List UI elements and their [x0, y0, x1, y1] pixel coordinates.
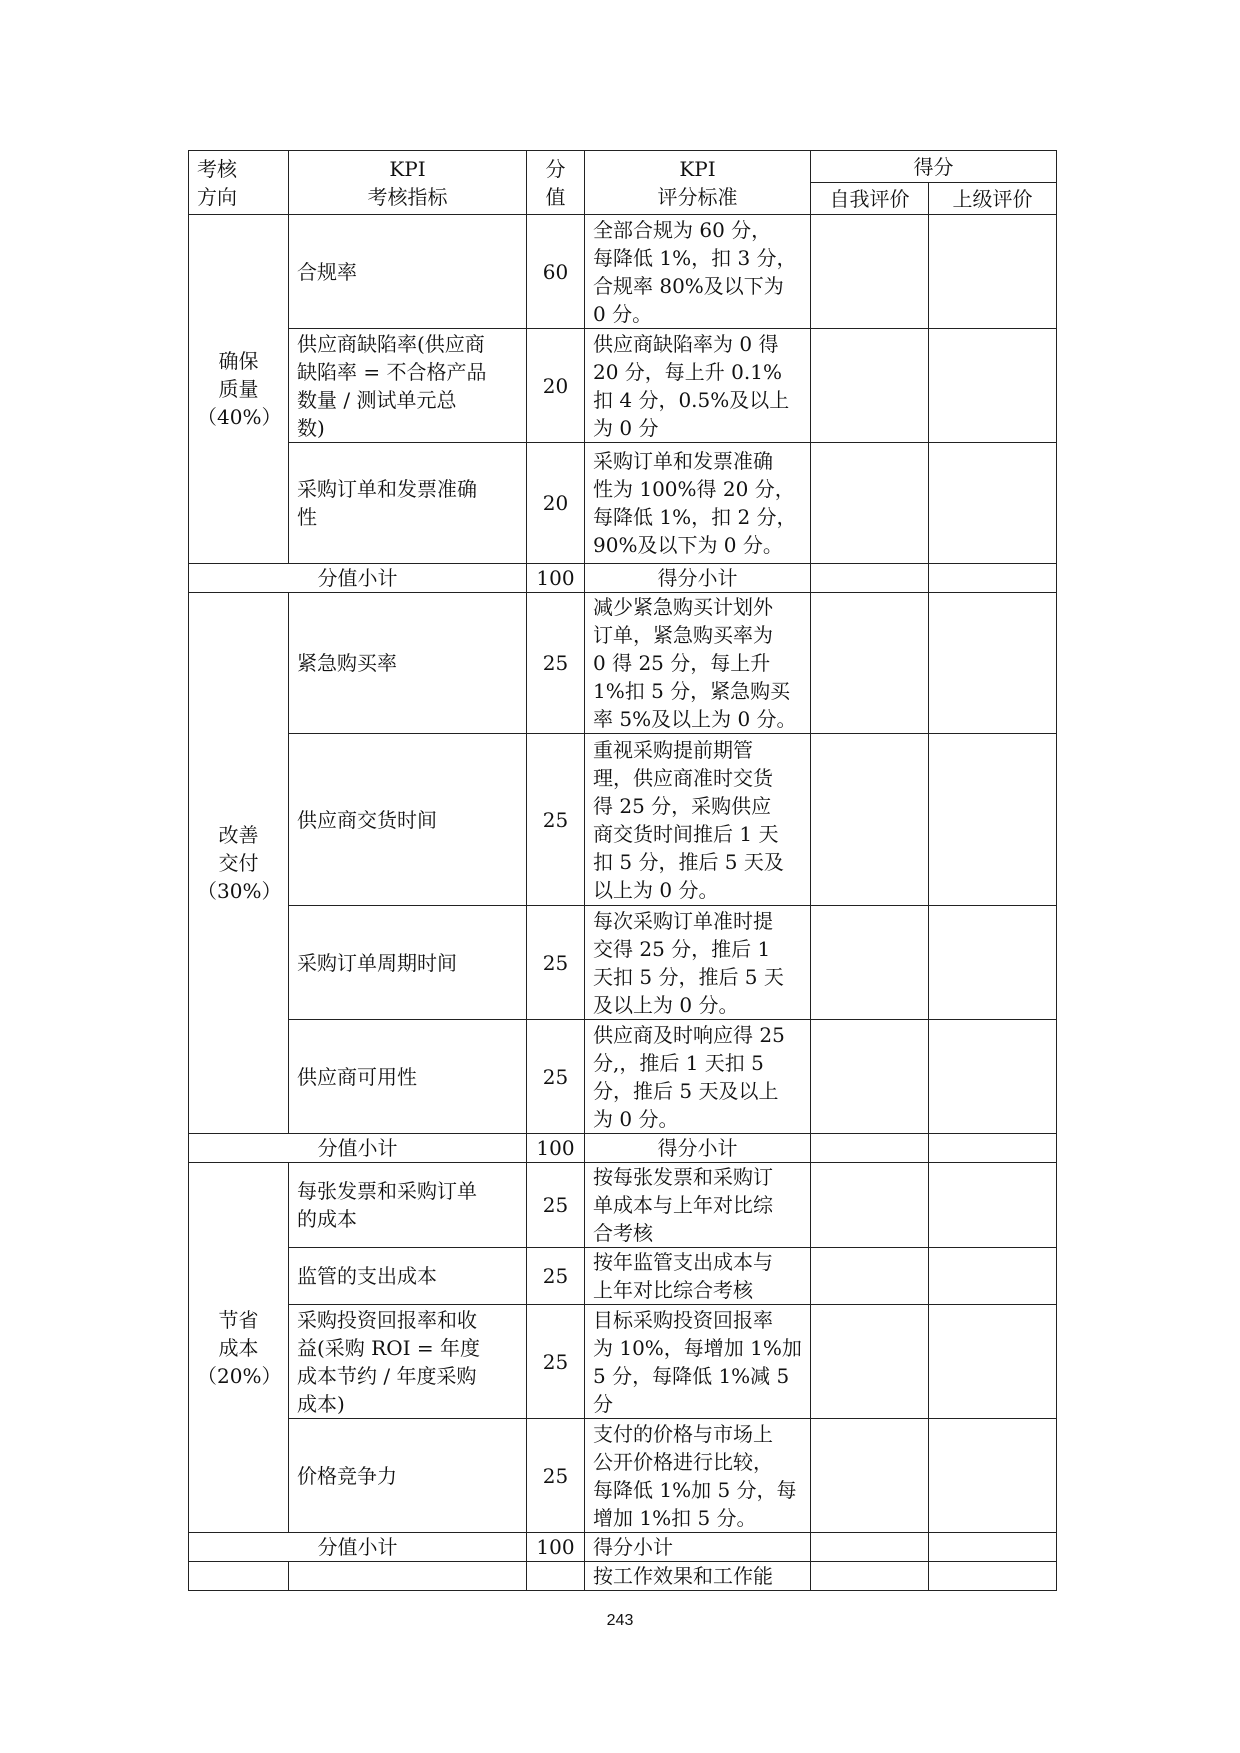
header-direction	[189, 151, 289, 215]
subtotal-row	[189, 1134, 1057, 1163]
text-line: 供应商交货时间	[297, 807, 437, 832]
header-indicator	[289, 151, 527, 215]
indicator-cell	[289, 329, 527, 443]
indicator-cell	[289, 734, 527, 906]
text-line: 为 0 分	[593, 415, 659, 440]
indicator-cell	[289, 1020, 527, 1134]
direction-label: （40%）	[197, 405, 282, 429]
text-line: 天扣 5 分，推后 5 天	[593, 964, 784, 989]
text-line: 5 分，每降低 1%减 5	[593, 1363, 790, 1388]
subtotal-label: 分值小计	[189, 1134, 527, 1163]
table-row	[189, 1020, 1057, 1134]
text-line: 分，推后 5 天及以上	[593, 1078, 779, 1103]
header-standard-l2: 评分标准	[657, 184, 738, 209]
text-line: 分,，推后 1 天扣 5	[593, 1050, 764, 1075]
score-value: 25	[527, 1248, 585, 1305]
text-line: 紧急购买率	[297, 651, 397, 675]
text-line: 订单，紧急购买率为	[593, 623, 773, 647]
text-line: 单成本与上年对比综	[593, 1193, 773, 1217]
header-direction-l2: 方向	[197, 184, 237, 209]
score-value: 25	[527, 1020, 585, 1134]
subtotal-value: 100	[527, 1134, 585, 1163]
text-line: 监管的支出成本	[297, 1264, 437, 1288]
indicator-cell	[289, 906, 527, 1020]
superior-eval-cell[interactable]	[929, 1562, 1057, 1591]
trailing-row	[189, 1562, 1057, 1591]
text-line: 采购订单和发票准确	[297, 477, 477, 501]
standard-cell	[585, 906, 811, 1020]
table-row	[189, 1305, 1057, 1419]
text-line: 支付的价格与市场上	[593, 1421, 773, 1446]
text-line: 目标采购投资回报率	[593, 1307, 773, 1332]
self-eval-cell[interactable]	[811, 329, 929, 443]
standard-cell	[585, 443, 811, 564]
table-row	[189, 1163, 1057, 1248]
header-standard	[585, 151, 811, 215]
text-line: 按年监管支出成本与	[593, 1250, 773, 1274]
table-row	[189, 329, 1057, 443]
superior-eval-cell[interactable]	[929, 734, 1057, 906]
direction-label: 成本	[218, 1335, 259, 1360]
self-eval-cell[interactable]	[811, 215, 929, 329]
self-eval-subtotal-cell[interactable]	[811, 1533, 929, 1562]
table-row	[189, 443, 1057, 564]
superior-eval-cell[interactable]	[929, 329, 1057, 443]
self-eval-cell[interactable]	[811, 1305, 929, 1419]
standard-cell	[585, 329, 811, 443]
table-row	[189, 215, 1057, 329]
indicator-cell	[289, 215, 527, 329]
indicator-cell	[289, 1163, 527, 1248]
text-line: 及以上为 0 分。	[593, 992, 739, 1017]
text-line: 每降低 1%，扣 2 分，	[593, 505, 797, 529]
self-eval-cell[interactable]	[811, 1419, 929, 1533]
header-indicator-l1: KPI	[389, 156, 426, 181]
standard-cell	[585, 1163, 811, 1248]
text-line: 性为 100%得 20 分，	[593, 477, 795, 501]
text-line: 20 分，每上升 0.1%	[593, 359, 782, 384]
standard-cell	[585, 734, 811, 906]
text-line: 增加 1%扣 5 分。	[593, 1505, 757, 1530]
text-line: 减少紧急购买计划外	[593, 595, 773, 619]
direction-label: （30%）	[197, 879, 282, 903]
text-line: 每降低 1%加 5 分，每	[593, 1477, 797, 1502]
text-line: 分	[593, 1391, 613, 1416]
superior-eval-cell[interactable]	[929, 1163, 1057, 1248]
header-indicator-l2: 考核指标	[367, 184, 448, 209]
superior-eval-subtotal-cell[interactable]	[929, 564, 1057, 593]
subtotal-label: 分值小计	[189, 564, 527, 593]
direction-cell	[189, 593, 289, 1134]
subtotal-row	[189, 564, 1057, 593]
text-line: 供应商可用性	[297, 1064, 417, 1089]
header-superior-eval: 上级评价	[929, 183, 1057, 215]
text-line: 1%扣 5 分，紧急购买	[593, 679, 791, 703]
standard-cell	[585, 1248, 811, 1305]
text-line: 率 5%及以上为 0 分。	[593, 707, 797, 731]
direction-label: （20%）	[197, 1363, 282, 1388]
self-eval-cell[interactable]	[811, 1248, 929, 1305]
standard-cell	[585, 1020, 811, 1134]
text-line: 以上为 0 分。	[593, 877, 719, 902]
text-line: 性	[297, 505, 317, 529]
score-subtotal-label: 得分小计	[585, 564, 811, 593]
subtotal-value: 100	[527, 1533, 585, 1562]
header-score-l1: 分	[545, 156, 566, 181]
self-eval-cell[interactable]	[811, 1020, 929, 1134]
self-eval-cell[interactable]	[811, 1562, 929, 1591]
score-value: 25	[527, 906, 585, 1020]
direction-cell	[189, 215, 289, 564]
standard-cell: 按工作效果和工作能	[585, 1562, 811, 1591]
superior-eval-cell[interactable]	[929, 1020, 1057, 1134]
text-line: 价格竞争力	[297, 1463, 397, 1488]
text-line: 合规率 80%及以下为	[593, 273, 784, 298]
score-value: 25	[527, 593, 585, 734]
header-result: 得分	[811, 151, 1057, 183]
header-score	[527, 151, 585, 215]
score-value: 20	[527, 329, 585, 443]
text-line: 90%及以下为 0 分。	[593, 533, 783, 557]
superior-eval-cell[interactable]	[929, 593, 1057, 734]
text-line: 为 10%，每增加 1%加	[593, 1335, 802, 1360]
score-value: 60	[527, 215, 585, 329]
standard-cell	[585, 215, 811, 329]
superior-eval-cell[interactable]	[929, 443, 1057, 564]
superior-eval-cell[interactable]	[929, 1419, 1057, 1533]
score-value: 25	[527, 734, 585, 906]
superior-eval-cell[interactable]	[929, 215, 1057, 329]
text-line: 每降低 1%，扣 3 分，	[593, 245, 797, 270]
direction-label: 节省	[218, 1307, 259, 1332]
text-line: 成本)	[297, 1391, 345, 1416]
text-line: 益(采购 ROI = 年度	[297, 1335, 480, 1360]
text-line: 交得 25 分，推后 1	[593, 936, 771, 961]
direction-label: 交付	[218, 851, 259, 875]
direction-label: 改善	[218, 823, 259, 847]
table-row	[189, 593, 1057, 734]
text-line: 扣 5 分，推后 5 天及	[593, 849, 784, 874]
table-row	[189, 1419, 1057, 1533]
score-subtotal-label: 得分小计	[585, 1134, 811, 1163]
standard-cell	[585, 1305, 811, 1419]
text-line: 供应商及时响应得 25	[593, 1022, 785, 1047]
text-line: 全部合规为 60 分，	[593, 217, 772, 242]
text-line: 采购订单和发票准确	[593, 449, 773, 473]
header-direction-l1: 考核	[197, 156, 237, 181]
header-self-eval: 自我评价	[811, 183, 929, 215]
text-line: 数量 / 测试单元总	[297, 387, 457, 412]
text-line: 理，供应商准时交货	[593, 765, 773, 790]
standard-cell	[585, 1419, 811, 1533]
indicator-cell	[289, 1419, 527, 1533]
superior-eval-cell[interactable]	[929, 1305, 1057, 1419]
subtotal-label: 分值小计	[189, 1533, 527, 1562]
indicator-cell	[289, 1562, 527, 1591]
score-value: 20	[527, 443, 585, 564]
header-standard-l1: KPI	[679, 156, 716, 181]
header-score-l2: 值	[545, 184, 566, 209]
self-eval-cell[interactable]	[811, 443, 929, 564]
indicator-cell	[289, 1305, 527, 1419]
text-line: 得 25 分，采购供应	[593, 793, 772, 818]
superior-eval-subtotal-cell[interactable]	[929, 1533, 1057, 1562]
text-line: 0 得 25 分，每上升	[593, 651, 771, 675]
text-line: 为 0 分。	[593, 1106, 679, 1131]
text-line: 公开价格进行比较，	[593, 1449, 773, 1474]
score-value	[527, 1562, 585, 1591]
page-number: 243	[606, 1612, 634, 1629]
text-line: 商交货时间推后 1 天	[593, 821, 779, 846]
self-eval-subtotal-cell[interactable]	[811, 1134, 929, 1163]
score-value: 25	[527, 1419, 585, 1533]
text-line: 按每张发票和采购订	[593, 1165, 773, 1189]
text-line: 重视采购提前期管	[593, 737, 753, 762]
text-line: 扣 4 分，0.5%及以上	[593, 387, 790, 412]
superior-eval-subtotal-cell[interactable]	[929, 1134, 1057, 1163]
direction-label: 质量	[218, 377, 259, 401]
text-line: 供应商缺陷率为 0 得	[593, 331, 779, 356]
direction-cell	[189, 1562, 289, 1591]
self-eval-cell[interactable]	[811, 734, 929, 906]
standard-cell	[585, 593, 811, 734]
text-line: 成本节约 / 年度采购	[297, 1363, 477, 1388]
text-line: 的成本	[297, 1207, 357, 1231]
direction-cell	[189, 1163, 289, 1533]
kpi-table	[188, 150, 1057, 1591]
text-line: 数)	[297, 415, 325, 440]
indicator-cell	[289, 593, 527, 734]
text-line: 供应商缺陷率(供应商	[297, 331, 485, 356]
indicator-cell	[289, 1248, 527, 1305]
text-line: 缺陷率 = 不合格产品	[297, 359, 487, 384]
direction-label: 确保	[218, 349, 259, 373]
score-subtotal-label: 得分小计	[585, 1533, 811, 1562]
self-eval-cell[interactable]	[811, 906, 929, 1020]
text-line: 每张发票和采购订单	[297, 1179, 477, 1203]
text-line: 0 分。	[593, 301, 653, 326]
text-line: 合规率	[297, 259, 357, 284]
self-eval-cell[interactable]	[811, 593, 929, 734]
subtotal-row	[189, 1533, 1057, 1562]
score-value: 25	[527, 1305, 585, 1419]
self-eval-subtotal-cell[interactable]	[811, 564, 929, 593]
text-line: 每次采购订单准时提	[593, 908, 773, 933]
superior-eval-cell[interactable]	[929, 1248, 1057, 1305]
superior-eval-cell[interactable]	[929, 906, 1057, 1020]
score-value: 25	[527, 1163, 585, 1248]
table-row	[189, 734, 1057, 906]
table-row	[189, 1248, 1057, 1305]
subtotal-value: 100	[527, 564, 585, 593]
table-row	[189, 906, 1057, 1020]
text-line: 采购订单周期时间	[297, 950, 457, 975]
text-line: 采购投资回报率和收	[297, 1307, 477, 1332]
indicator-cell	[289, 443, 527, 564]
text-line: 上年对比综合考核	[593, 1278, 753, 1302]
text-line: 合考核	[593, 1221, 653, 1245]
self-eval-cell[interactable]	[811, 1163, 929, 1248]
